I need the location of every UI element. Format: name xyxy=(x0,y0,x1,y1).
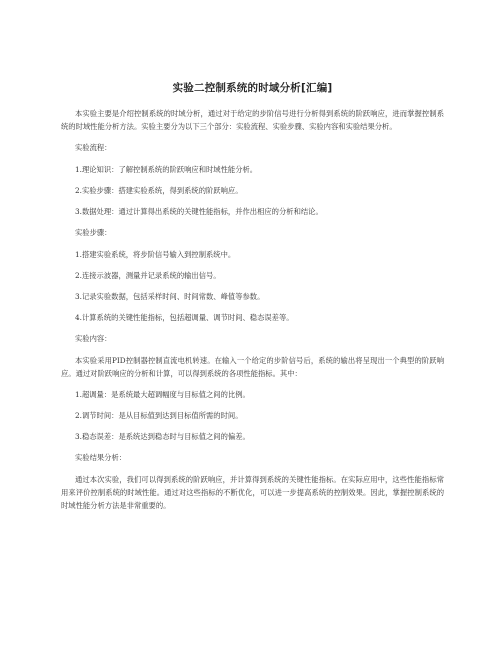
flow-item: 1.理论知识：了解控制系统的阶跃响应和时域性能分析。 xyxy=(75,165,258,174)
content-heading: 实验内容： xyxy=(75,334,112,343)
flow-heading: 实验流程： xyxy=(75,143,112,152)
analysis-heading: 实验结果分析： xyxy=(75,453,127,462)
steps-item: 3.记录实验数据，包括采样时间、时间常数、峰值等参数。 xyxy=(75,292,265,301)
content-item: 3.稳态误差：是系统达到稳态时与目标值之间的偏差。 xyxy=(75,432,250,441)
steps-item: 2.连接示波器，测量并记录系统的输出信号。 xyxy=(75,271,221,280)
content-paragraph: 本实验采用PID控制器控制直流电机转速。在输入一个给定的步阶信号后，系统的输出将呈现出一个典型的阶跃响应。通过对阶跃响应的分析和计算，可以得到系统的各项性能指标。其中： xyxy=(61,356,444,378)
steps-item: 1.搭建实验系统，将步阶信号输入到控制系统中。 xyxy=(75,250,236,259)
flow-item: 3.数据处理：通过计算得出系统的关键性能指标，并作出相应的分析和结论。 xyxy=(75,207,323,216)
steps-heading: 实验步骤： xyxy=(75,228,112,237)
flow-item: 2.实验步骤：搭建实验系统，得到系统的阶跃响应。 xyxy=(75,186,243,195)
analysis-paragraph: 通过本次实验，我们可以得到系统的阶跃响应，并计算得到系统的关键性能指标。在实际应用中，这些性能指标常用来评价控制系统的时域性能。通过对这些指标的不断优化，可以进一步提高系统的控制效果。因此，掌握控制系统的时域性能分析方法是非常重要的。 xyxy=(61,475,444,510)
content-item: 1.超调量：是系统最大超调幅度与目标值之间的比例。 xyxy=(75,390,250,399)
document-title: 实验二控制系统的时域分析[汇编] xyxy=(172,82,333,94)
intro-paragraph: 本实验主要是介绍控制系统的时域分析，通过对于给定的步阶信号进行分析得到系统的阶跃响应，进而掌握控制系统的时域性能分析方法。实验主要分为以下三个部分：实验流程、实验步骤、实验内容和实验结果分析。 xyxy=(61,109,444,131)
content-item: 2.调节时间：是从目标值到达到目标值所需的时间。 xyxy=(75,411,243,420)
steps-item: 4.计算系统的关键性能指标，包括超调量、调节时间、稳态误差等。 xyxy=(75,313,294,322)
